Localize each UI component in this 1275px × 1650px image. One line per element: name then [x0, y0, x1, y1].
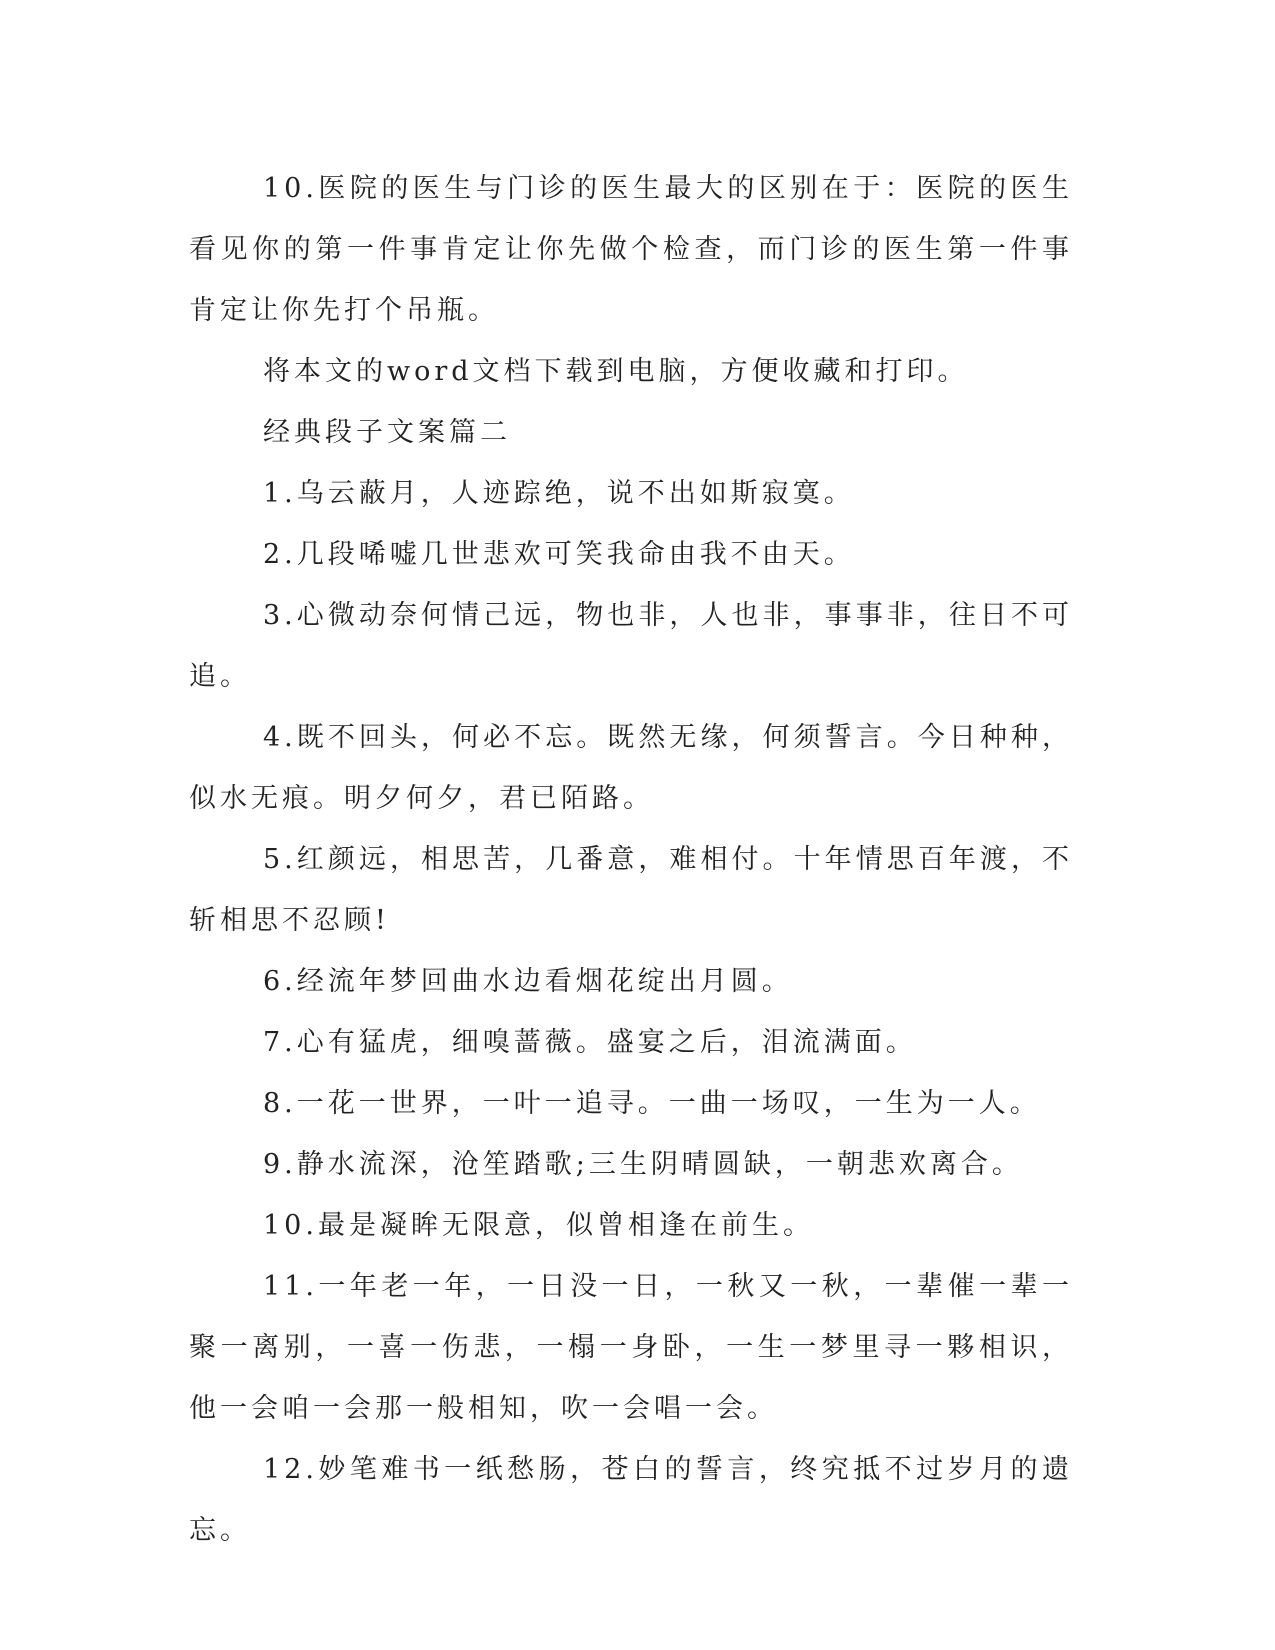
list-item: 9.静水流深，沧笙踏歌;三生阴晴圆缺，一朝悲欢离合。 — [263, 1149, 1023, 1180]
document-body — [189, 158, 1073, 1561]
list-item: 8.一花一世界，一叶一追寻。一曲一场叹，一生为一人。 — [263, 1088, 1041, 1119]
list-item: 7.心有猛虎，细嗅蔷薇。盛宴之后，泪流满面。 — [263, 1027, 917, 1058]
list-item: 10.最是凝眸无限意，似曾相逢在前生。 — [263, 1210, 814, 1241]
list-item: 3.心微动奈何情己远，物也非，人也非，事事非，往日不可追。 — [189, 600, 1073, 692]
list-item: 2.几段唏嘘几世悲欢可笑我命由我不由天。 — [263, 539, 855, 570]
list-item: 5.红颜远，相思苦，几番意，难相付。十年情思百年渡，不斩相思不忍顾! — [189, 844, 1073, 936]
list-item: 11.一年老一年，一日没一日，一秋又一秋，一辈催一辈一聚一离别，一喜一伤悲，一榻一身卧，一生一梦里寻一夥相识，他一会咱一会那一般相知，吹一会唱一会。 — [189, 1271, 1073, 1424]
section-heading: 经典段子文案篇二 — [263, 417, 511, 448]
list-item: 1.乌云蔽月，人迹踪绝，说不出如斯寂寞。 — [263, 478, 855, 509]
paragraph-hospital-joke: 10.医院的医生与门诊的医生最大的区别在于：医院的医生看见你的第一件事肯定让你先做个检查，而门诊的医生第一件事肯定让你先打个吊瓶。 — [189, 173, 1073, 326]
list-item: 4.既不回头，何必不忘。既然无缘，何须誓言。今日种种，似水无痕。明夕何夕，君已陌路。 — [189, 722, 1073, 814]
paragraph-download-note: 将本文的word文档下载到电脑，方便收藏和打印。 — [263, 356, 969, 387]
list-item: 12.妙笔难书一纸愁肠，苍白的誓言，终究抵不过岁月的遗忘。 — [189, 1454, 1073, 1546]
list-item: 6.经流年梦回曲水边看烟花绽出月圆。 — [263, 966, 793, 997]
